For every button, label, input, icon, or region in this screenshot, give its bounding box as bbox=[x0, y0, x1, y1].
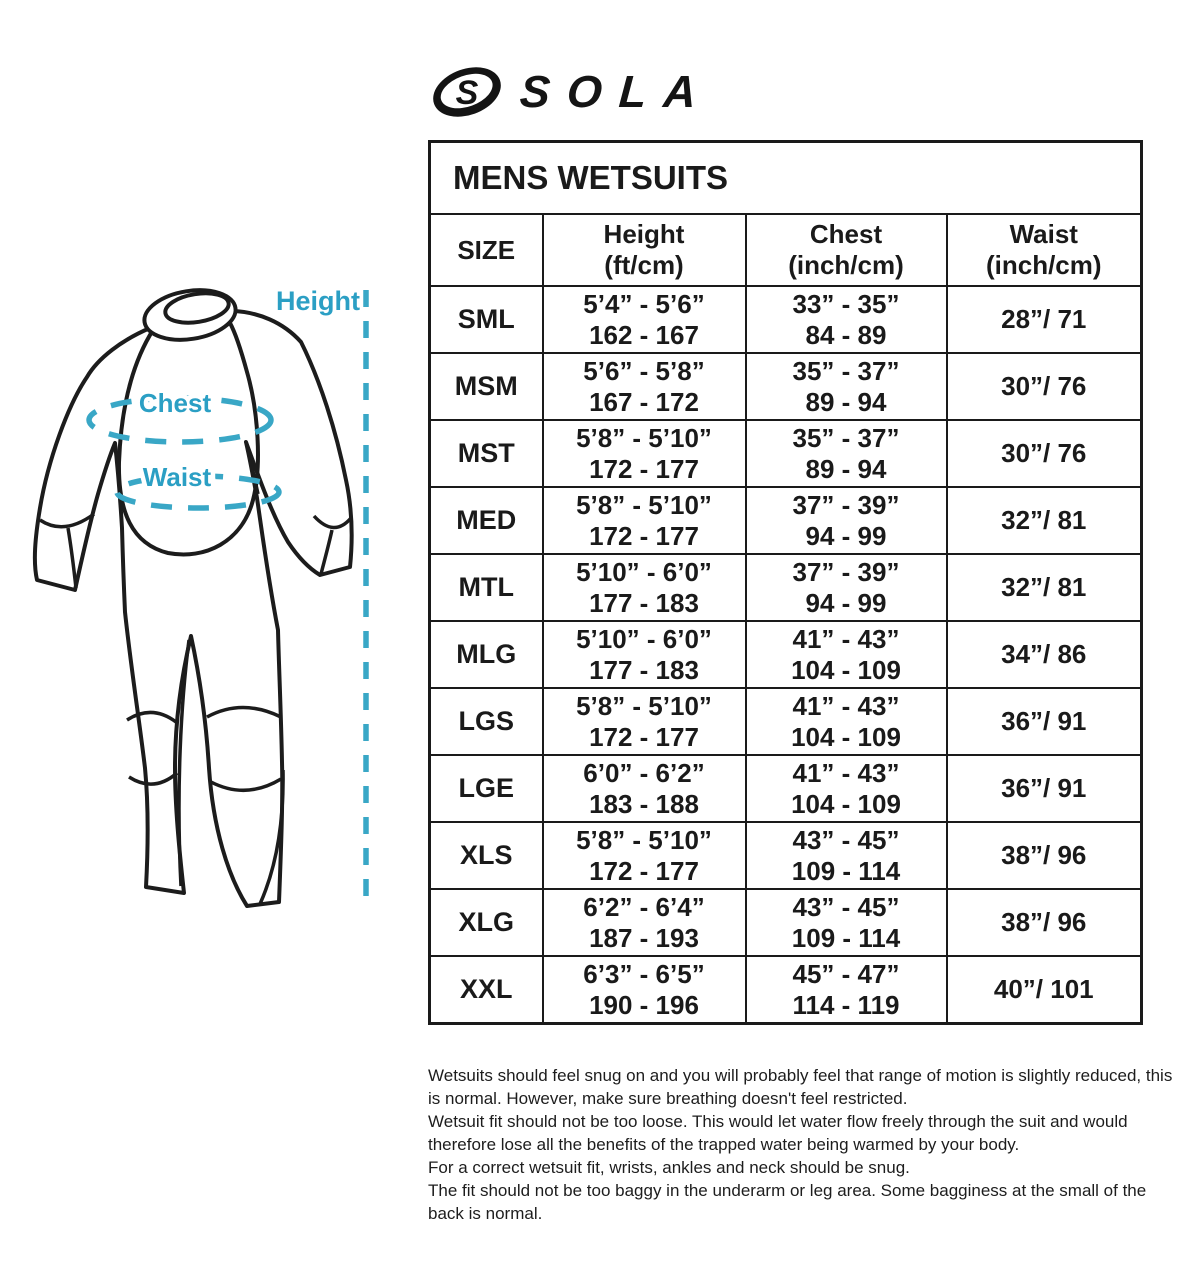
height-cell bbox=[543, 286, 746, 353]
height-cell bbox=[543, 487, 746, 554]
size-cell bbox=[430, 487, 543, 554]
column-header-waist-label: Waist bbox=[1009, 219, 1078, 249]
table-row bbox=[430, 286, 1142, 353]
waist-cell-value: 30”/ 76 bbox=[1001, 438, 1087, 468]
table-row bbox=[430, 755, 1142, 822]
chest-cell bbox=[746, 956, 947, 1024]
waist-cell bbox=[947, 554, 1142, 621]
height-cell-value: 162 - 167 bbox=[589, 319, 699, 350]
waist-cell bbox=[947, 286, 1142, 353]
fit-note: Wetsuits should feel snug on and you will probably feel that range of motion is slightly reduced, this is normal. However, make sure breathing doesn't feel restricted. bbox=[428, 1066, 1173, 1108]
chest-cell bbox=[746, 889, 947, 956]
waist-cell-value: 32”/ 81 bbox=[1001, 505, 1087, 535]
chest-cell-value: 43” - 45” bbox=[792, 891, 900, 922]
chest-cell bbox=[746, 353, 947, 420]
chest-cell bbox=[746, 554, 947, 621]
waist-cell bbox=[947, 621, 1142, 688]
waist-cell-value: 30”/ 76 bbox=[1001, 371, 1087, 401]
wetsuit-diagram bbox=[0, 270, 420, 970]
chest-cell-value: 35” - 37” bbox=[792, 355, 900, 386]
waist-cell bbox=[947, 688, 1142, 755]
size-cell-value: MLG bbox=[456, 639, 517, 669]
waist-cell bbox=[947, 487, 1142, 554]
height-cell bbox=[543, 554, 746, 621]
sola-s-oval-icon bbox=[430, 64, 506, 120]
table-row bbox=[430, 822, 1142, 889]
height-cell bbox=[543, 889, 746, 956]
table-header-row bbox=[430, 214, 1142, 286]
table-row bbox=[430, 688, 1142, 755]
table-row bbox=[430, 956, 1142, 1024]
column-header-chest-label: Chest bbox=[809, 219, 883, 249]
logo-s-letter: S bbox=[455, 74, 479, 112]
size-cell bbox=[430, 956, 543, 1024]
chest-cell bbox=[746, 286, 947, 353]
height-cell-value: 6’0” - 6’2” bbox=[583, 757, 705, 788]
chest-cell bbox=[746, 420, 947, 487]
height-cell-value: 172 - 177 bbox=[589, 520, 699, 551]
chest-cell-value: 114 - 119 bbox=[792, 989, 900, 1020]
brand-logo bbox=[430, 62, 713, 122]
waist-cell bbox=[947, 353, 1142, 420]
brand-wordmark: SOLA bbox=[518, 66, 715, 117]
size-chart-table bbox=[428, 140, 1143, 1025]
height-cell-value: 5’8” - 5’10” bbox=[576, 489, 712, 520]
chest-cell bbox=[746, 755, 947, 822]
waist-cell bbox=[947, 755, 1142, 822]
waist-cell-value: 32”/ 81 bbox=[1001, 572, 1087, 602]
column-header-chest bbox=[746, 214, 947, 286]
chest-cell-value: 43” - 45” bbox=[792, 824, 900, 855]
column-header-waist-unit: (inch/cm) bbox=[985, 250, 1102, 280]
height-cell-value: 177 - 183 bbox=[589, 587, 699, 618]
size-cell bbox=[430, 621, 543, 688]
height-cell-value: 172 - 177 bbox=[589, 855, 699, 886]
table-row bbox=[430, 353, 1142, 420]
height-cell-value: 172 - 177 bbox=[589, 453, 699, 484]
waist-cell-value: 28”/ 71 bbox=[1001, 304, 1087, 334]
waist-label: Waist bbox=[142, 462, 212, 492]
size-cell-value: MTL bbox=[458, 572, 514, 602]
size-cell bbox=[430, 755, 543, 822]
fit-notes bbox=[428, 1064, 1180, 1225]
chest-cell-value: 35” - 37” bbox=[792, 422, 900, 453]
column-header-height bbox=[543, 214, 746, 286]
size-cell bbox=[430, 353, 543, 420]
height-cell bbox=[543, 822, 746, 889]
chest-cell-value: 84 - 89 bbox=[805, 319, 887, 350]
chest-cell-value: 89 - 94 bbox=[805, 453, 887, 484]
size-cell bbox=[430, 554, 543, 621]
column-header-waist bbox=[947, 214, 1142, 286]
size-cell-value: LGS bbox=[458, 706, 514, 736]
chest-cell-value: 109 - 114 bbox=[791, 922, 901, 953]
chest-cell bbox=[746, 487, 947, 554]
waist-cell bbox=[947, 822, 1142, 889]
waist-cell-value: 34”/ 86 bbox=[1001, 639, 1087, 669]
table-title-row bbox=[430, 142, 1142, 215]
column-header-height-unit: (ft/cm) bbox=[604, 250, 684, 280]
chest-cell-value: 37” - 39” bbox=[792, 556, 900, 587]
chest-cell-value: 41” - 43” bbox=[792, 757, 900, 788]
size-cell bbox=[430, 822, 543, 889]
chest-cell-value: 109 - 114 bbox=[791, 855, 901, 886]
chest-cell-value: 89 - 94 bbox=[805, 386, 887, 417]
table-row bbox=[430, 621, 1142, 688]
waist-cell bbox=[947, 420, 1142, 487]
waist-cell-value: 38”/ 96 bbox=[1001, 840, 1087, 870]
size-cell-value: MST bbox=[457, 438, 515, 468]
height-cell bbox=[543, 353, 746, 420]
height-cell-value: 183 - 188 bbox=[589, 788, 699, 819]
height-cell-value: 190 - 196 bbox=[589, 989, 699, 1020]
height-cell-value: 6’3” - 6’5” bbox=[583, 958, 705, 989]
height-cell-value: 5’10” - 6’0” bbox=[576, 556, 712, 587]
fit-note: The fit should not be too baggy in the underarm or leg area. Some bagginess at the small of the back is normal. bbox=[428, 1181, 1147, 1223]
chest-cell-value: 45” - 47” bbox=[792, 958, 900, 989]
chest-cell-value: 104 - 109 bbox=[791, 654, 901, 685]
size-cell-value: XLG bbox=[458, 907, 514, 937]
height-cell-value: 172 - 177 bbox=[589, 721, 699, 752]
height-cell-value: 167 - 172 bbox=[589, 386, 699, 417]
waist-cell-value: 40”/ 101 bbox=[993, 974, 1094, 1004]
table-row bbox=[430, 487, 1142, 554]
waist-cell-value: 38”/ 96 bbox=[1001, 907, 1087, 937]
fit-note: For a correct wetsuit fit, wrists, ankles and neck should be snug. bbox=[428, 1158, 910, 1177]
height-cell-value: 5’8” - 5’10” bbox=[576, 422, 712, 453]
height-cell-value: 5’6” - 5’8” bbox=[583, 355, 705, 386]
height-cell bbox=[543, 621, 746, 688]
column-header-height-label: Height bbox=[603, 219, 685, 249]
chest-cell-value: 37” - 39” bbox=[792, 489, 900, 520]
table-title: MENS WETSUITS bbox=[430, 142, 1142, 215]
column-header-chest-unit: (inch/cm) bbox=[788, 250, 904, 280]
height-cell-value: 5’8” - 5’10” bbox=[576, 824, 712, 855]
table-row bbox=[430, 889, 1142, 956]
height-cell-value: 177 - 183 bbox=[589, 654, 699, 685]
chest-cell-value: 33” - 35” bbox=[792, 288, 900, 319]
chest-cell-value: 94 - 99 bbox=[805, 587, 887, 618]
waist-cell-value: 36”/ 91 bbox=[1001, 773, 1087, 803]
table-row bbox=[430, 420, 1142, 487]
chest-cell-value: 41” - 43” bbox=[792, 623, 900, 654]
chest-cell bbox=[746, 688, 947, 755]
size-cell-value: MED bbox=[456, 505, 517, 535]
waist-cell bbox=[947, 889, 1142, 956]
size-cell-value: XLS bbox=[459, 840, 513, 870]
waist-cell bbox=[947, 956, 1142, 1024]
chest-cell-value: 94 - 99 bbox=[805, 520, 887, 551]
size-cell bbox=[430, 420, 543, 487]
height-cell-value: 6’2” - 6’4” bbox=[583, 891, 705, 922]
height-cell bbox=[543, 956, 746, 1024]
height-cell-value: 5’4” - 5’6” bbox=[583, 288, 705, 319]
chest-label: Chest bbox=[138, 388, 212, 418]
height-cell bbox=[543, 755, 746, 822]
chest-cell-value: 41” - 43” bbox=[792, 690, 900, 721]
chest-cell-value: 104 - 109 bbox=[791, 721, 901, 752]
waist-cell-value: 36”/ 91 bbox=[1001, 706, 1087, 736]
size-cell-value: SML bbox=[457, 304, 515, 334]
size-cell-value: MSM bbox=[454, 371, 518, 401]
fit-note: Wetsuit fit should not be too loose. This would let water flow freely through the suit and would therefore lose all the benefits of the trapped water being warmed by your body. bbox=[428, 1112, 1128, 1154]
column-header-size bbox=[430, 214, 543, 286]
size-cell bbox=[430, 889, 543, 956]
height-cell bbox=[543, 420, 746, 487]
size-cell-value: XXL bbox=[459, 974, 513, 1004]
height-label: Height bbox=[276, 286, 360, 316]
chest-cell-value: 104 - 109 bbox=[791, 788, 901, 819]
column-header-size-label: SIZE bbox=[457, 234, 516, 265]
size-cell-value: LGE bbox=[458, 773, 514, 803]
table-row bbox=[430, 554, 1142, 621]
height-cell-value: 187 - 193 bbox=[589, 922, 699, 953]
height-cell bbox=[543, 688, 746, 755]
chest-cell bbox=[746, 621, 947, 688]
chest-cell bbox=[746, 822, 947, 889]
height-cell-value: 5’8” - 5’10” bbox=[576, 690, 712, 721]
size-cell bbox=[430, 688, 543, 755]
height-cell-value: 5’10” - 6’0” bbox=[576, 623, 712, 654]
size-cell bbox=[430, 286, 543, 353]
